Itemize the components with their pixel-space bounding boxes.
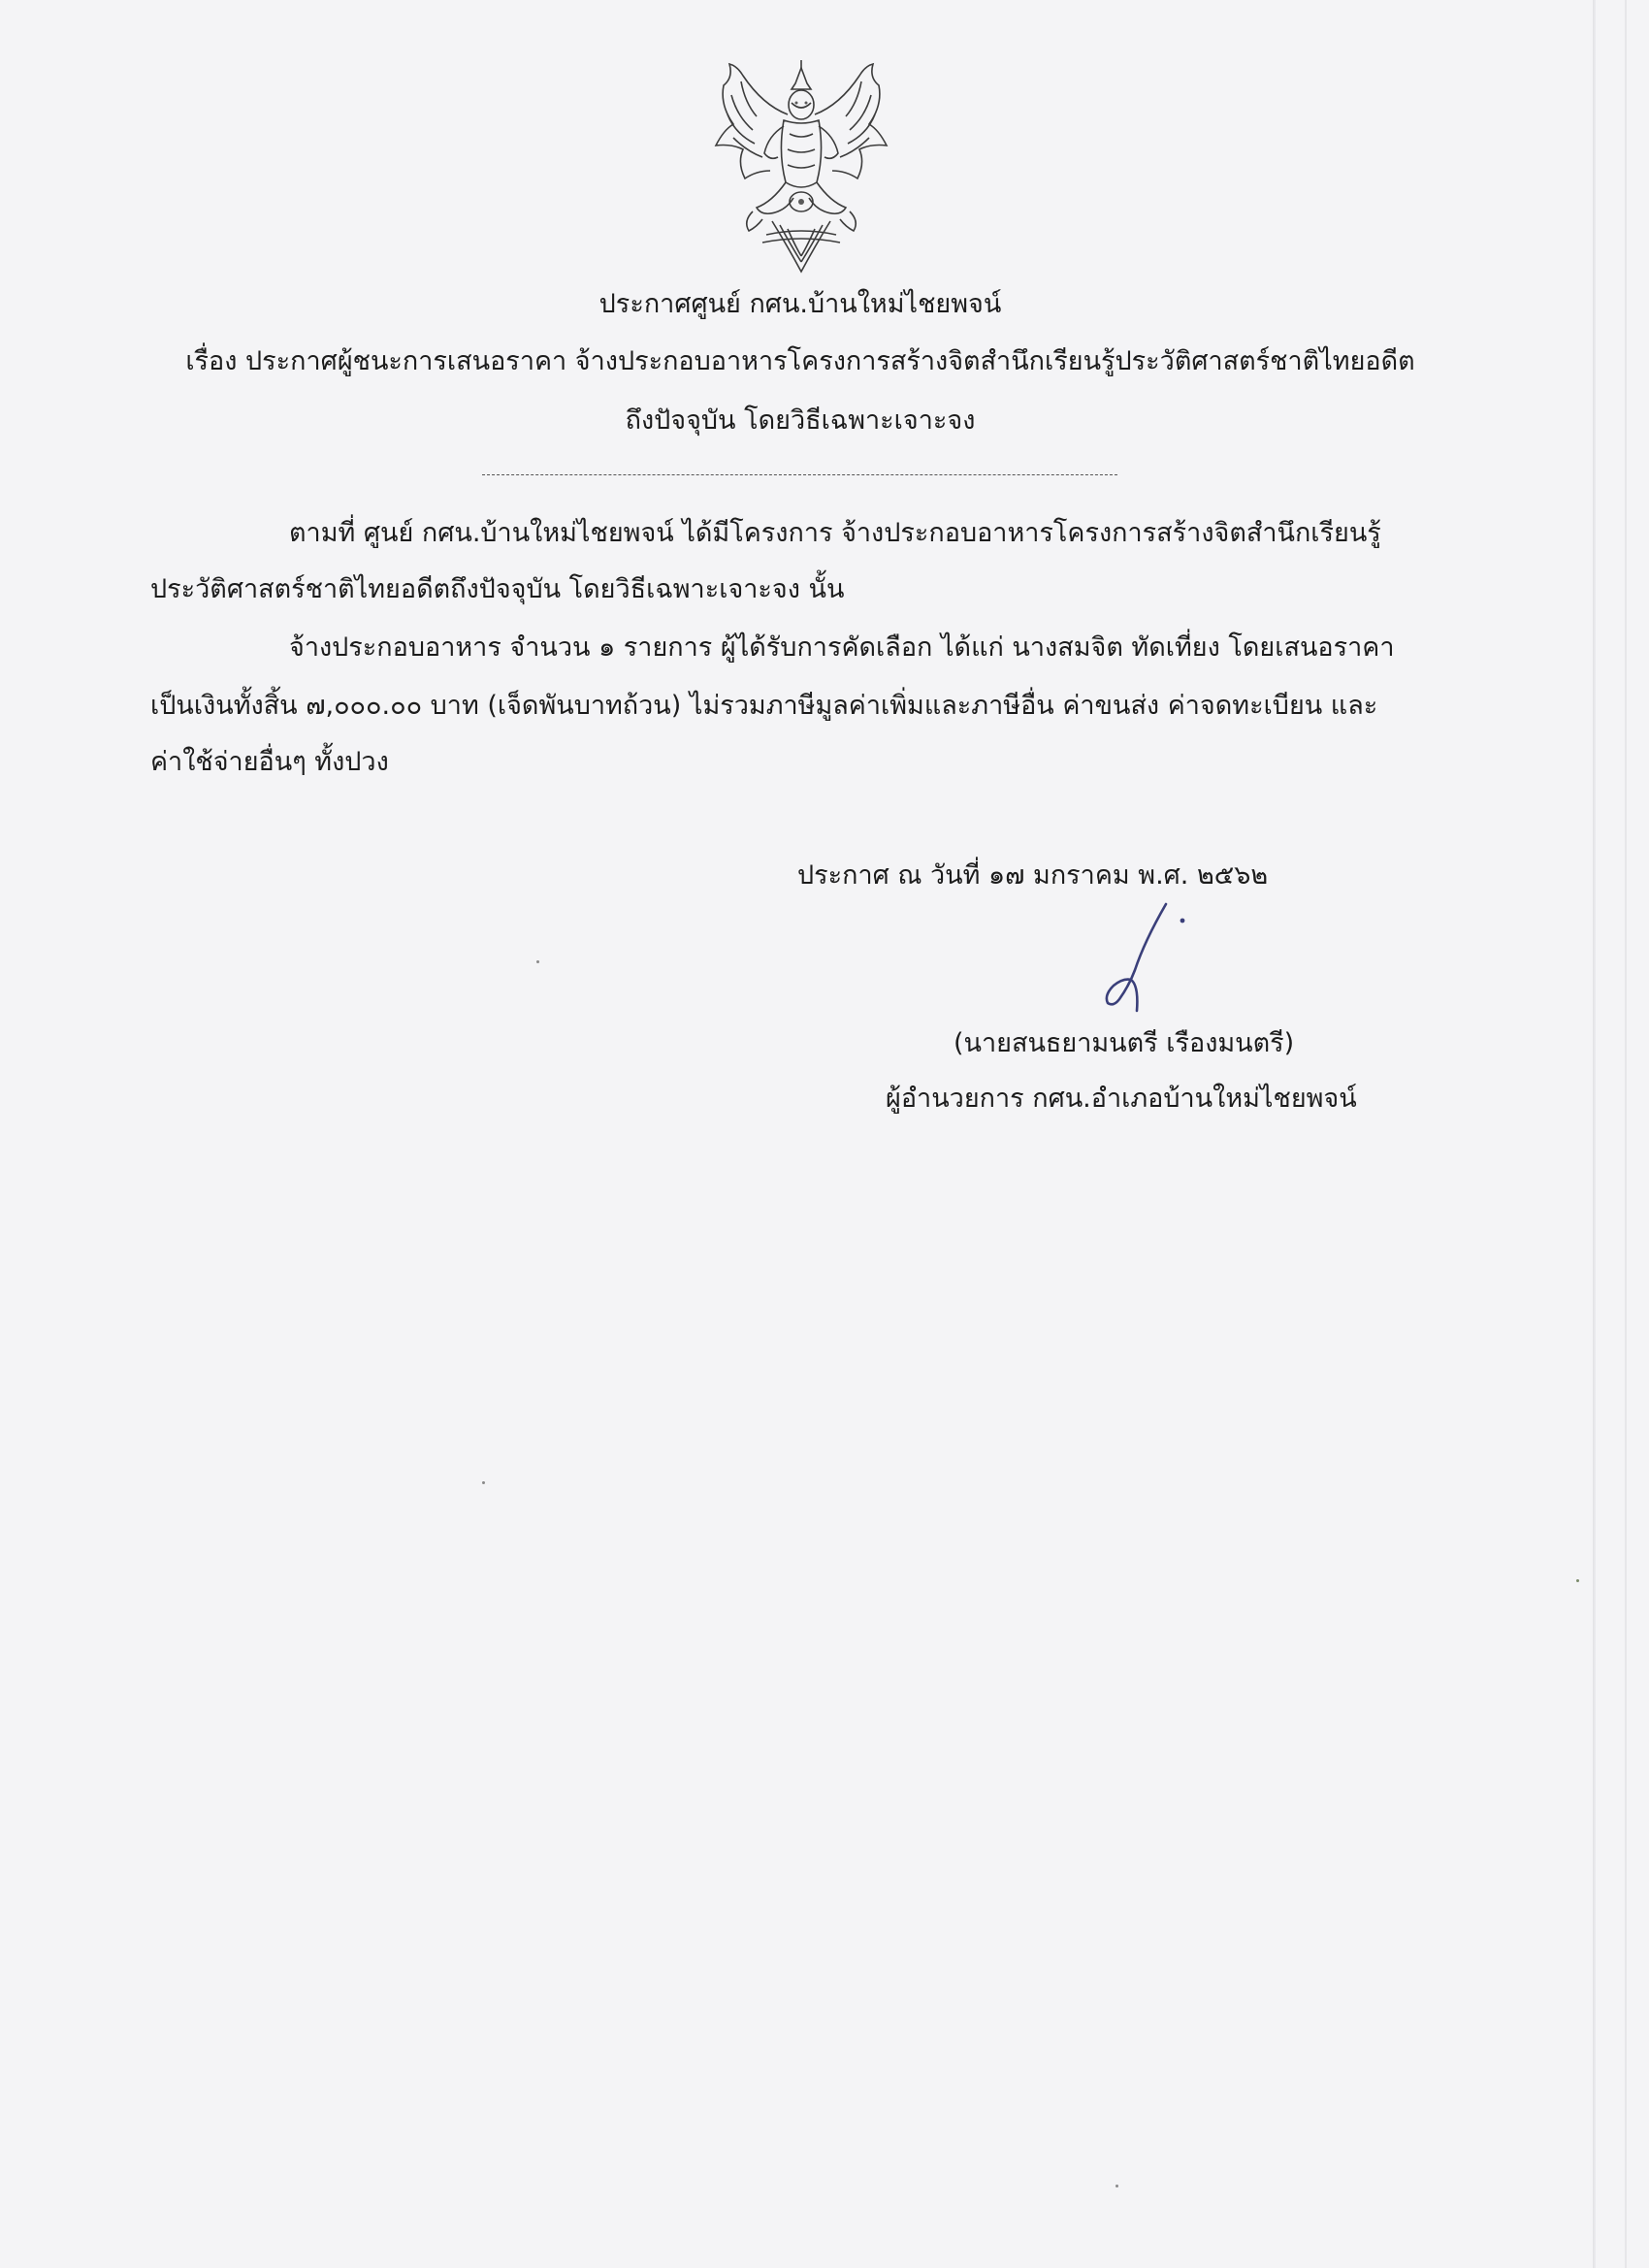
scan-speck [1116, 2185, 1118, 2187]
garuda-emblem [695, 56, 908, 279]
signer-position: ผู้อำนวยการ กศน.อำเภอบ้านใหม่ไชยพจน์ [886, 1084, 1357, 1114]
paragraph-1-line-1: ตามที่ ศูนย์ กศน.บ้านใหม่ไชยพจน์ ได้มีโครงการ จ้างประกอบอาหารโครงการสร้างจิตสำนึกเรียนรู้ [289, 518, 1381, 548]
subject-line: เรื่อง ประกาศผู้ชนะการเสนอราคา จ้างประกอบอาหารโครงการสร้างจิตสำนึกเรียนรู้ประวัติศาสตร์ชาติไทยอดีต [185, 346, 1415, 376]
paragraph-2-line-1: จ้างประกอบอาหาร จำนวน ๑ รายการ ผู้ได้รับการคัดเลือก ได้แก่ นางสมจิต ทัดเที่ยง โดยเสนอราคา [289, 632, 1395, 663]
scan-edge [1593, 0, 1596, 2268]
paragraph-2-line-3: ค่าใช้จ่ายอื่นๆ ทั้งปวง [150, 747, 389, 777]
dashed-divider [482, 474, 1117, 475]
signer-name: (นายสนธยามนตรี เรืองมนตรี) [954, 1028, 1295, 1058]
scan-speck [536, 960, 539, 963]
signature [1086, 902, 1193, 1014]
subject-line-continued: ถึงปัจจุบัน โดยวิธีเฉพาะเจาะจง [625, 405, 976, 436]
scan-speck [1576, 1579, 1579, 1582]
announcement-date: ประกาศ ณ วันที่ ๑๗ มกราคม พ.ศ. ๒๕๖๒ [797, 860, 1269, 891]
paragraph-2-line-2: เป็นเงินทั้งสิ้น ๗,๐๐๐.๐๐ บาท (เจ็ดพันบาทถ้วน) ไม่รวมภาษีมูลค่าเพิ่มและภาษีอื่น ค่าขนส่ง ค่าจดทะเบียน และ [150, 691, 1378, 721]
scan-speck [482, 1481, 485, 1484]
paragraph-1-line-2: ประวัติศาสตร์ชาติไทยอดีตถึงปัจจุบัน โดยวิธีเฉพาะเจาะจง นั้น [150, 574, 845, 604]
scan-edge [1625, 0, 1627, 2268]
announcement-title: ประกาศศูนย์ กศน.บ้านใหม่ไชยพจน์ [598, 289, 1002, 319]
